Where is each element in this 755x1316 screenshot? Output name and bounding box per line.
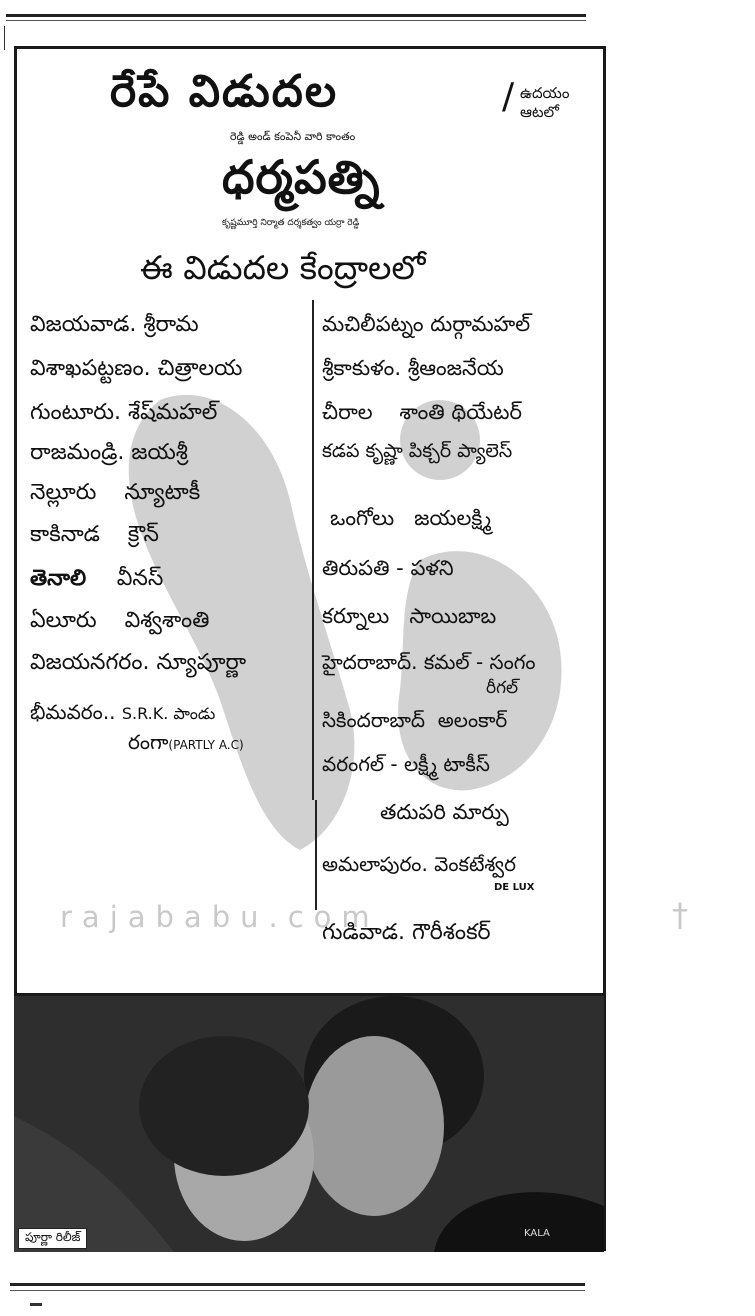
list-item: గుంటూరు. శేష్‌మహల్: [30, 400, 218, 425]
list-item: శ్రీకాకుళం. శ్రీఆంజనేయ: [322, 356, 504, 380]
bottom-mark: [30, 1303, 42, 1306]
list-item: విశాఖపట్టణం. చిత్రాలయ: [30, 356, 243, 381]
list-item: తెనాలి వీనస్: [30, 566, 164, 591]
list-item: మచిలీపట్నం దుర్గామహల్: [322, 312, 531, 336]
photo-caption-left: పూర్ణా రిలీజ్: [18, 1228, 87, 1249]
credit-line: కృష్ణమూర్తి నిర్మాత దర్శకత్వం యర్రా రెడ్డి: [222, 218, 360, 228]
list-item: చీరాల శాంతి థియేటర్: [322, 400, 522, 424]
list-item: వరంగల్ - లక్ష్మీ టాకీస్: [322, 752, 490, 776]
release-centres-heading: ఈ విడుదల కేంద్రాలలో: [140, 248, 426, 287]
list-item: తిరుపతి - పళని: [322, 556, 454, 580]
top-rule-thin: [6, 20, 586, 21]
list-item: కర్నూలు సాయిబాబ: [322, 604, 497, 628]
watermark: rajababu.com: [60, 900, 380, 934]
film-still-photo: [14, 993, 604, 1252]
producer-line: రెడ్డి అండ్ కంపెనీ వారి కాంతం: [230, 130, 356, 143]
headline-slash: /: [502, 76, 515, 117]
list-item: విజయనగరం. న్యూపూర్ణా: [30, 650, 247, 675]
page-edge-mark: [4, 26, 5, 50]
list-item: రాజమండ్రి. జయశ్రీ: [30, 440, 188, 465]
top-rule: [6, 14, 586, 17]
list-item: ఏలూరు విశ్వశాంతి: [30, 608, 210, 633]
column-divider-lower: [315, 800, 317, 910]
bottom-rule: [10, 1283, 585, 1286]
list-item: హైదరాబాద్. కమల్ - సంగం: [322, 650, 536, 674]
deluxe-note: DE LUX: [494, 882, 535, 893]
film-title: ధర్మపత్ని: [222, 150, 381, 204]
list-item: విజయవాడ. శ్రీరామ: [30, 312, 199, 337]
list-item: కడప కృష్ణా పిక్చర్ ప్యాలెస్: [322, 440, 513, 462]
bottom-rule-thin: [10, 1290, 585, 1291]
cross-icon: †: [672, 896, 688, 934]
list-item: సికిందరాబాద్ అలంకార్: [322, 708, 508, 732]
list-item-continuation: రీగల్: [486, 678, 519, 698]
side-note: ఉదయం ఆటలో: [520, 84, 570, 121]
column-divider: [312, 300, 314, 800]
list-item: ఒంగోలు జయలక్ష్మి: [330, 506, 492, 530]
photo-illustration: [14, 996, 604, 1252]
list-item: నెల్లూరు న్యూటాకీ: [30, 480, 201, 505]
list-item: భీమవరం.. S.R.K. పాండు: [30, 700, 216, 724]
photo-caption-right: KALA: [524, 1228, 550, 1239]
list-item-continuation: రంగా(PARTLY A.C): [128, 730, 244, 754]
next-change-label: తదుపరి మార్పు: [380, 800, 509, 824]
headline: రేపే విడుదల: [110, 66, 339, 117]
list-item: గుడివాడ. గౌరీశంకర్: [322, 920, 491, 945]
list-item: అమలాపురం. వెంకటేశ్వర: [322, 852, 516, 876]
list-item: కాకినాడ క్రౌన్: [30, 522, 159, 547]
